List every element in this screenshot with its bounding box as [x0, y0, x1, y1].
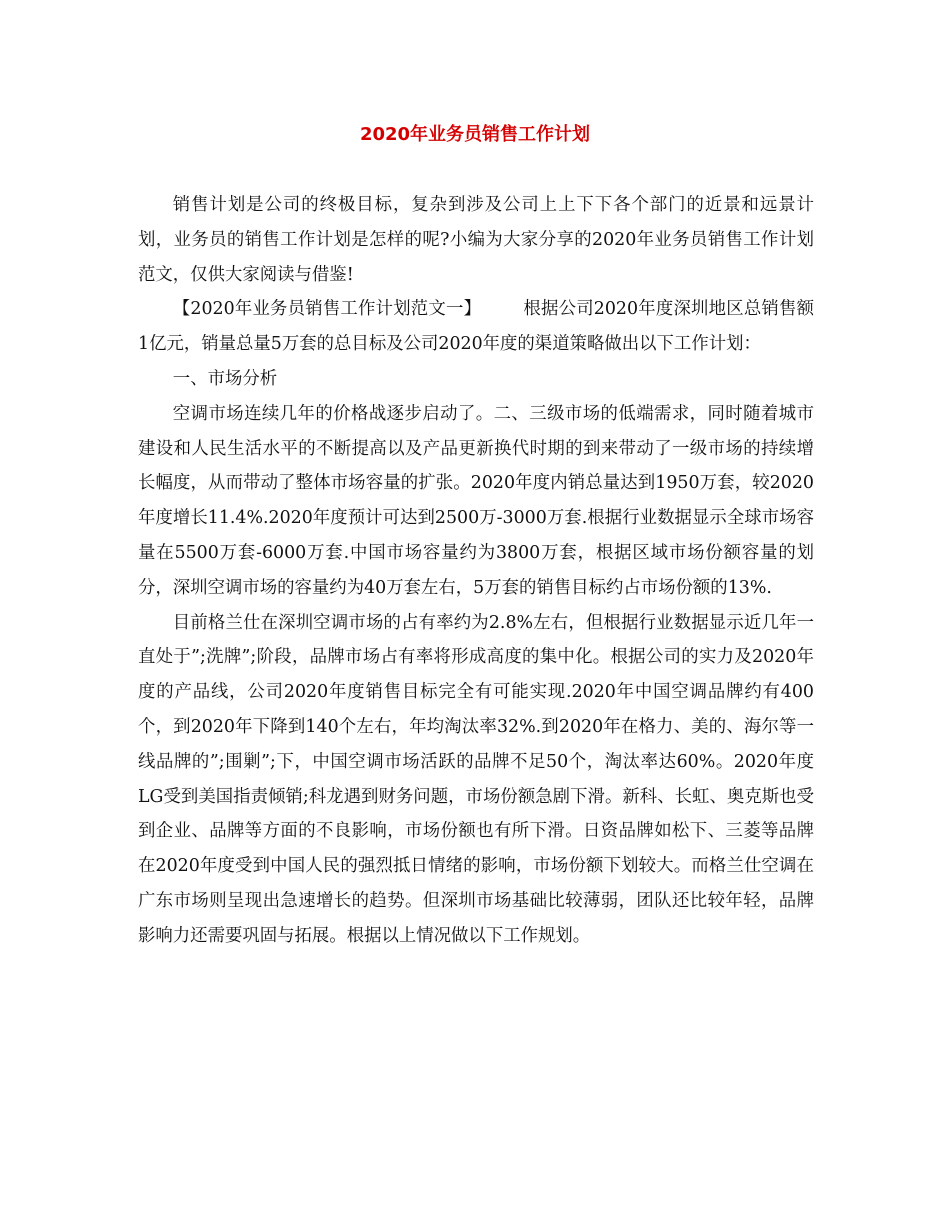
section-title-sample-one: 【2020年业务员销售工作计划范文一】 — [172, 299, 482, 320]
section-heading-market-analysis: 一、市场分析 — [172, 368, 278, 389]
document-body — [138, 188, 814, 954]
market-analysis-paragraph: 空调市场连续几年的价格战逐步启动了。二、三级市场的低端需求，同时随着城市建设和人民生活水平的不断提高以及产品更新换代时期的到来带动了一级市场的持续增长幅度，从而带动了整体市场容量的扩张。2020年度内销总量达到1950万套，较2020年度增长11.4%.2020年度预计可达到2500万-3000万套.根据行业数据显示全球市场容量在5500万套-6000万套.中国市场容量约为3800万套，根据区域市场份额容量的划分，深圳空调市场的容量约为40万套左右，5万套的销售目标约占市场份额的13%. — [138, 403, 814, 598]
plan-paragraph — [138, 292, 814, 362]
brand-situation-paragraph: 目前格兰仕在深圳空调市场的占有率约为2.8%左右，但根据行业数据显示近几年一直处于”;洗牌”;阶段，品牌市场占有率将形成高度的集中化。根据公司的实力及2020年度的产品线，公司2020年度销售目标完全有可能实现.2020年中国空调品牌约有400个，到2020年下降到140个左右，年均淘汰率32%.到2020年在格力、美的、海尔等一线品牌的”;围剿”;下，中国空调市场活跃的品牌不足50个，淘汰率达60%。2020年度LG受到美国指责倾销;科龙遇到财务问题，市场份额急剧下滑。新科、长虹、奥克斯也受到企业、品牌等方面的不良影响，市场份额也有所下滑。日资品牌如松下、三菱等品牌在2020年度受到中国人民的强烈抵日情绪的影响，市场份额下划较大。而格兰仕空调在广东市场则呈现出急速增长的趋势。但深圳市场基础比较薄弱，团队还比较年轻，品牌影响力还需要巩固与拓展。根据以上情况做以下工作规划。 — [138, 612, 814, 946]
plan-intro-text: 根据公司2020年度深圳地区总销售额1亿元，销量总量5万套的总目标及公司2020年度的渠道策略做出以下工作计划： — [138, 299, 815, 355]
document-title: 2020年业务员销售工作计划 — [359, 124, 591, 145]
intro-paragraph: 销售计划是公司的终极目标，复杂到涉及公司上上下下各个部门的近景和远景计划，业务员的销售工作计划是怎样的呢?小编为大家分享的2020年业务员销售工作计划范文，仅供大家阅读与借鉴! — [138, 195, 814, 285]
